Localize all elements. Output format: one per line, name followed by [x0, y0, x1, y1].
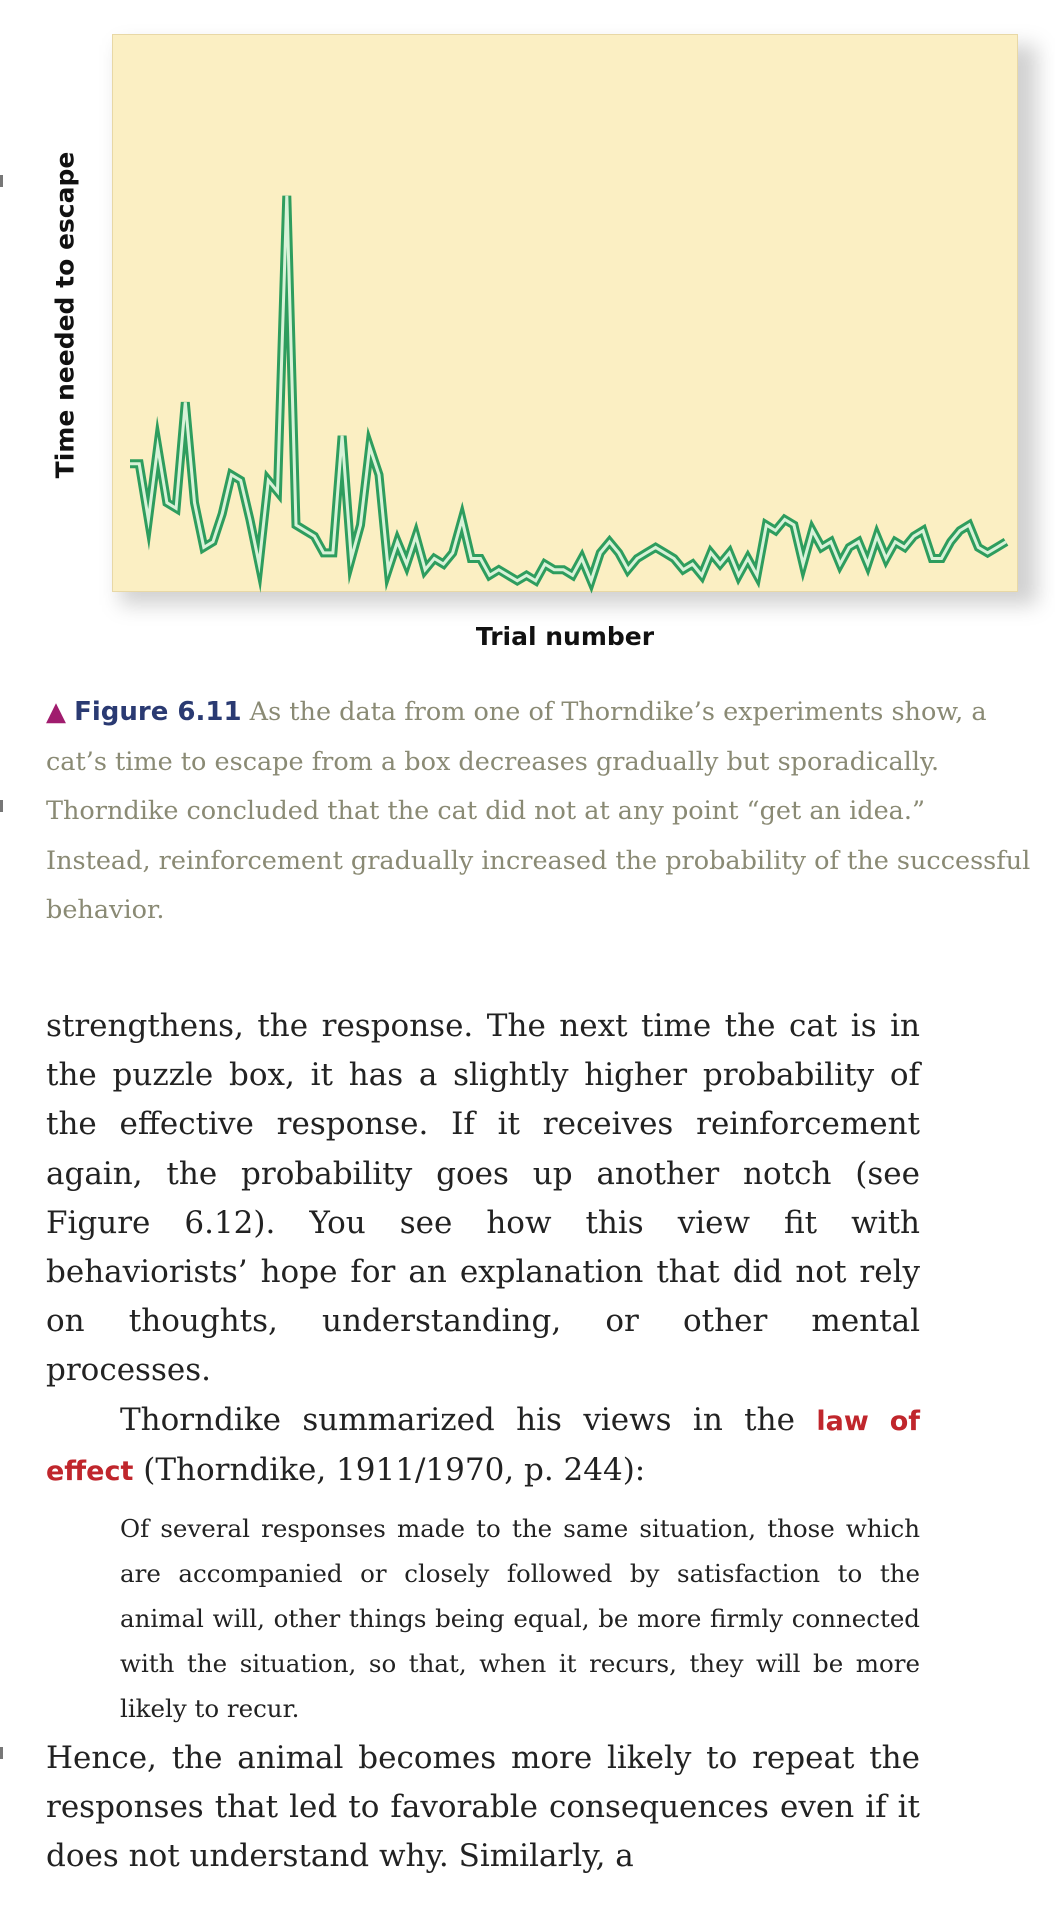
margin-mark	[0, 800, 3, 812]
key-term: law of effect	[46, 1405, 920, 1487]
series-line	[130, 196, 1006, 581]
line-chart	[112, 34, 1018, 592]
body-text-continued	[46, 1734, 920, 1882]
y-axis-label: Time needed to escape	[50, 151, 80, 479]
figure-label: Figure 6.11	[74, 697, 242, 727]
body-text	[46, 1002, 920, 1496]
block-quote: Of several responses made to the same situation, those which are accompanied or closely followed by satisfaction to the animal will, other things being equal, be more firmly connected with the situation, so that, when it recurs, they will be more likely to recur.	[120, 1514, 920, 1723]
caption-text: As the data from one of Thorndike’s experiments show, a cat’s time to escape from a box decreases gradually but sporadically. Thorndike concluded that the cat did not at any point “get an idea.” Instead, reinforcement gradually increased the probability of the successful behavior.	[46, 697, 1031, 925]
paragraph	[46, 1396, 920, 1496]
y-axis-label-container	[40, 130, 90, 500]
margin-mark	[0, 1747, 3, 1759]
paragraph-text: Thorndike summarized his views in the	[120, 1401, 817, 1438]
paragraph: Hence, the animal becomes more likely to repeat the responses that led to favorable consequences even if it does not understand why. Similarly, a	[46, 1740, 920, 1875]
paragraph: strengthens, the response. The next time the cat is in the puzzle box, it has a slightly higher probability of the effective response. If it receives reinforcement again, the probability goes up another notch (see Figure 6.12). You see how this view fit with behaviorists’ hope for an explanation that did not rely on thoughts, understanding, or other mental processes.	[46, 1008, 920, 1389]
paragraph-text: (Thorndike, 1911/1970, p. 244):	[133, 1451, 646, 1488]
x-axis-label: Trial number	[475, 622, 655, 651]
figure-caption	[46, 688, 1036, 936]
triangle-icon: ▲	[46, 697, 66, 727]
margin-mark	[0, 175, 3, 187]
